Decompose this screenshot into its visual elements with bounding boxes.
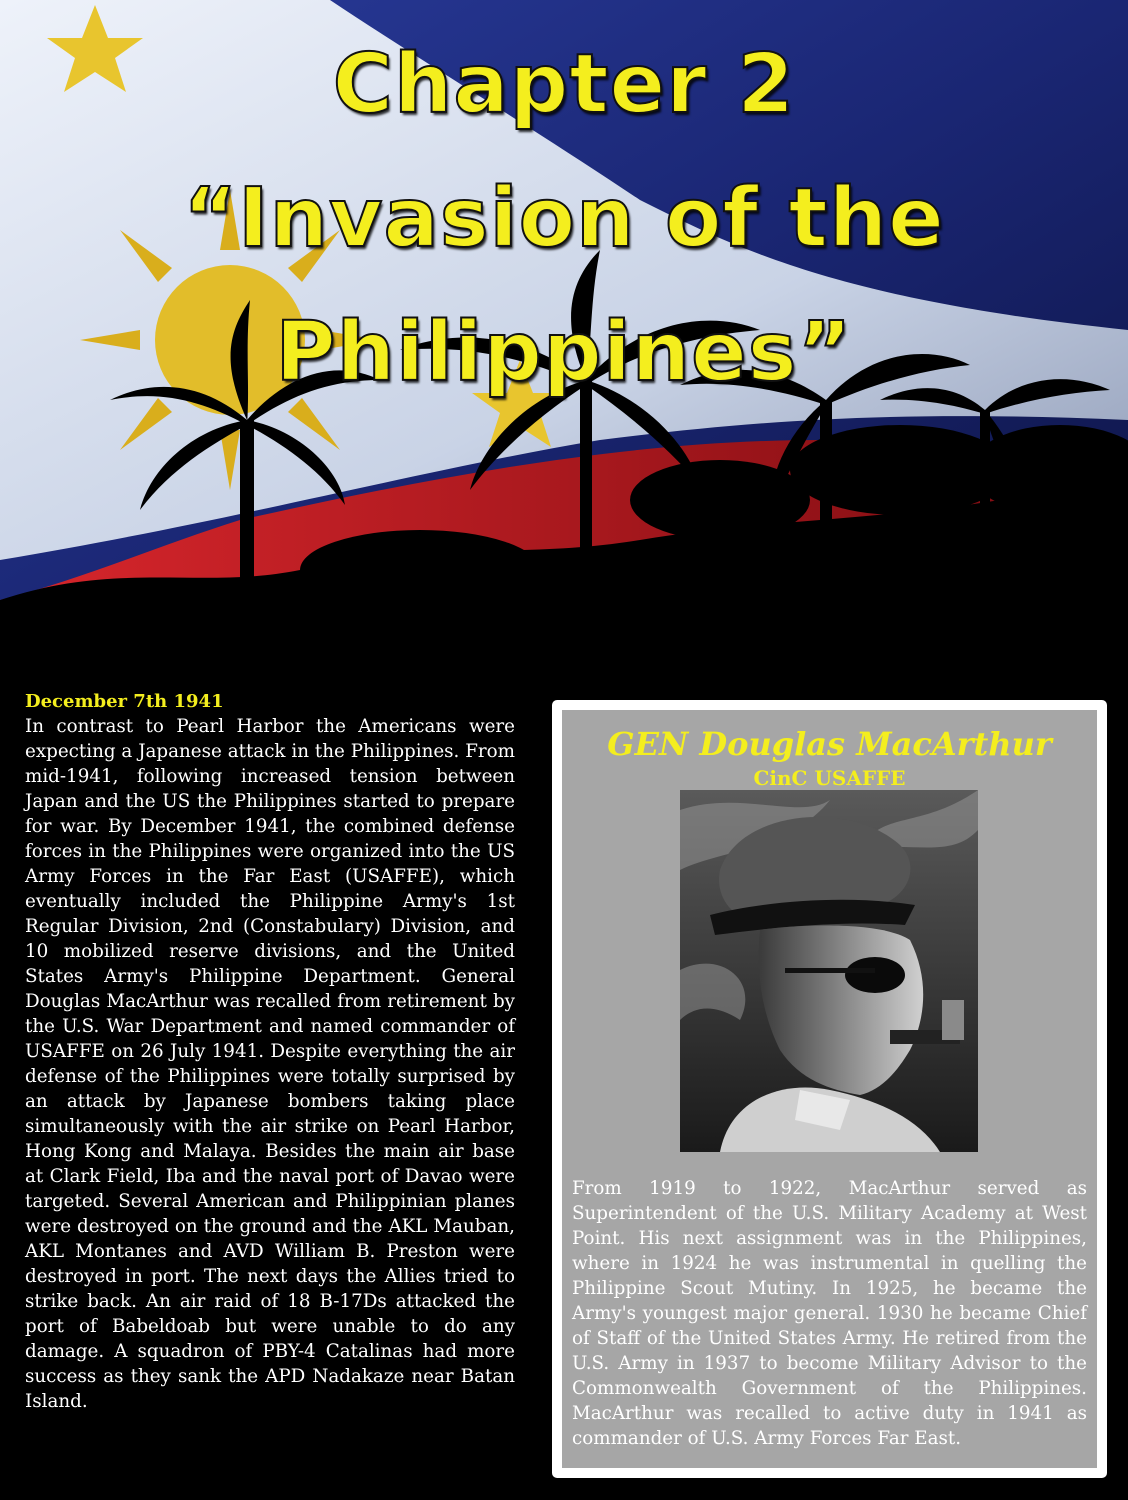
article-date-heading: December 7th 1941 — [25, 691, 224, 712]
profile-panel — [562, 710, 1097, 1468]
chapter-title — [0, 18, 1128, 420]
portrait-silhouette — [680, 790, 978, 1152]
profile-name: GEN Douglas MacArthur — [607, 725, 1052, 763]
article-column — [25, 689, 515, 1414]
profile-bio: From 1919 to 1922, MacArthur served as Superintendent of the U.S. Military Academy at West Point. His next assignment was in the Philippines, where in 1924 he was instrumental in quelling the Philippine Scout Mutiny. In 1925, he became the Army's youngest major general. 1930 he became Chief of Staff of the United States Army. He retired from the U.S. Army in 1937 to become Military Advisor to the Commonwealth Government of the Philippines. MacArthur was recalled to active duty in 1941 as commander of U.S. Army Forces Far East. — [572, 1178, 1087, 1449]
profile-role: CinC USAFFE — [753, 766, 906, 790]
chapter-title-line: Chapter 2 — [332, 37, 796, 132]
profile-box — [552, 700, 1107, 1478]
chapter-title-line: “Invasion of the — [183, 171, 945, 266]
portrait-photo — [680, 790, 978, 1152]
chapter-banner — [0, 0, 1128, 690]
chapter-title-line: Philippines” — [275, 305, 853, 400]
article-body: In contrast to Pearl Harbor the Americans were expecting a Japanese attack in the Philippines. From mid-1941, following increased tension between Japan and the US the Philippines started to prepare for war. By December 1941, the combined defense forces in the Philippines were organized into the US Army Forces in the Far East (USAFFE), which eventually included the Philippine Army's 1st Regular Division, 2nd (Constabulary) Division, and 10 mobilized reserve divisions, and the United States Army's Philippine Department. General Douglas MacArthur was recalled from retirement by the U.S. War Department and named commander of USAFFE on 26 July 1941. Despite everything the air defense of the Philippines were totally surprised by an attack by Japanese bombers taking place simultaneously with the air strike on Pearl Harbor, Hong Kong and Malaya. Besides the main air base at Clark Field, Iba and the naval port of Davao were targeted. Several American and Philippinian planes were destroyed on the ground and the AKL Mauban, AKL Montanes and AVD William B. Preston were destroyed in port. The next days the Allies tried to strike back. An air raid of 18 B-17Ds attacked the port of Babeldoab but were unable to do any damage. A squadron of PBY-4 Catalinas had more success as they sank the APD Nadakaze near Batan Island. — [25, 716, 515, 1412]
